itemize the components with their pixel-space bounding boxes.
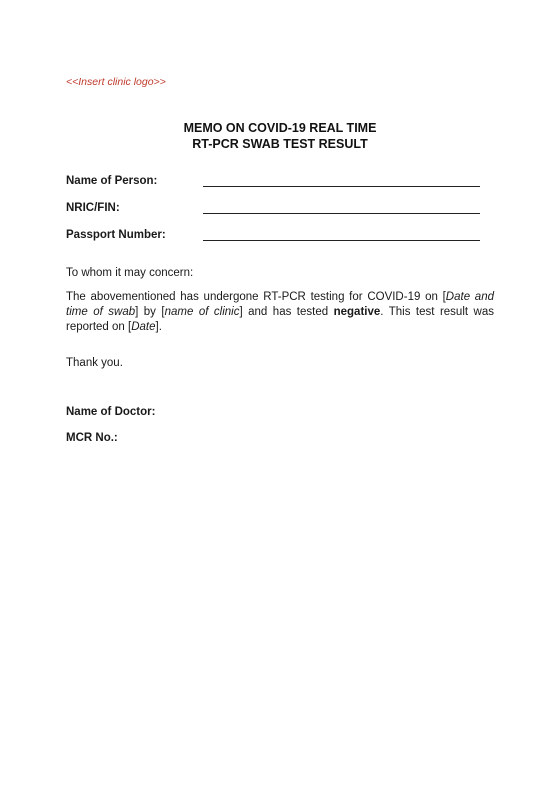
- body-text-2: ] by [: [135, 306, 165, 318]
- memo-title: [0, 120, 560, 152]
- body-text-1: The abovementioned has undergone RT-PCR testing for COVID-19 on [: [66, 291, 446, 303]
- swab-date-placeholder: Date and time of swab: [66, 291, 494, 318]
- clinic-name-placeholder: name of clinic: [164, 306, 240, 318]
- memo-title-line-1: MEMO ON COVID-19 REAL TIME: [183, 121, 377, 135]
- body-text-5: ].: [155, 321, 162, 333]
- passport-number-label: Passport Number:: [66, 229, 166, 241]
- test-result: negative: [333, 306, 381, 318]
- greeting: To whom it may concern:: [66, 267, 194, 279]
- passport-number-blank: [203, 240, 480, 241]
- nric-fin-label: NRIC/FIN:: [66, 202, 120, 214]
- name-of-doctor-label: Name of Doctor:: [66, 406, 156, 418]
- name-of-person-blank: [203, 186, 480, 187]
- clinic-logo-placeholder: <<Insert clinic logo>>: [66, 76, 166, 88]
- memo-title-line-2: RT-PCR SWAB TEST RESULT: [192, 137, 368, 151]
- name-of-person-label: Name of Person:: [66, 175, 158, 187]
- nric-fin-blank: [203, 213, 480, 214]
- name-of-person-row: [66, 175, 480, 191]
- passport-number-row: [66, 229, 480, 245]
- body-text-4: . This test result was reported on [: [66, 306, 494, 333]
- memo-body: [66, 290, 494, 335]
- nric-fin-row: [66, 202, 480, 218]
- report-date-placeholder: Date: [131, 321, 156, 333]
- closing-thanks: Thank you.: [66, 357, 123, 369]
- mcr-number-label: MCR No.:: [66, 432, 118, 444]
- body-text-3: ] and has tested: [239, 306, 334, 318]
